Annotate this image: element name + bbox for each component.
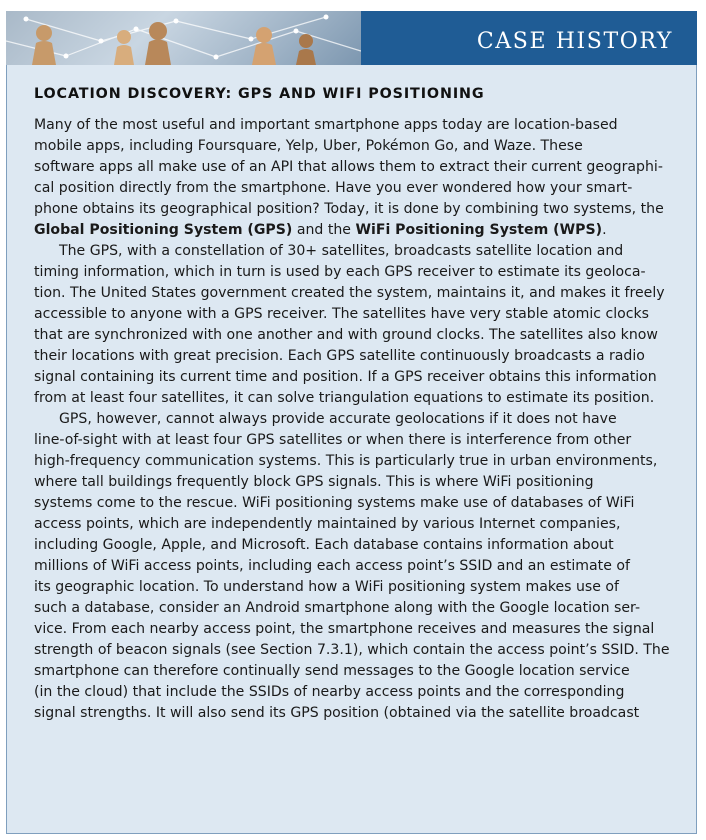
paragraph-line: from at least four satellites, it can solve triangulation equations to estimate its position. (34, 390, 655, 406)
paragraph-line: access points, which are independently maintained by various Internet companies, (34, 516, 621, 532)
paragraph-line: strength of beacon signals (see Section 7.3.1), which contain the access point’s SSID. The (34, 642, 670, 658)
paragraph-line: its geographic location. To understand how a WiFi positioning system makes use of (34, 579, 619, 595)
wooden-figures-illustration (6, 11, 361, 65)
section-heading: LOCATION DISCOVERY: GPS AND WIFI POSITIONING (34, 86, 485, 102)
paragraph-line: where tall buildings frequently block GPS signals. This is where WiFi positioning (34, 474, 594, 490)
paragraph-line: The GPS, with a constellation of 30+ satellites, broadcasts satellite location and (59, 243, 624, 259)
network-nodes (24, 15, 329, 60)
paragraph-line: phone obtains its geographical position? Today, it is done by combining two systems, the (34, 201, 664, 217)
banner-title-bar (361, 11, 697, 65)
case-history-body (34, 115, 674, 724)
paragraph-line: (in the cloud) that include the SSIDs of nearby access points and the corresponding (34, 684, 625, 700)
paragraph-line: vice. From each nearby access point, the smartphone receives and measures the signal (34, 621, 655, 637)
paragraph-line: timing information, which in turn is used by each GPS receiver to estimate its geoloca- (34, 264, 646, 280)
paragraph-line: including Google, Apple, and Microsoft. Each database contains information about (34, 537, 614, 553)
paragraph-line: Many of the most useful and important smartphone apps today are location-based (34, 117, 618, 133)
paragraph-line: systems come to the rescue. WiFi positioning systems make use of databases of WiFi (34, 495, 635, 511)
paragraph-line: millions of WiFi access points, including each access point’s SSID and an estimate of (34, 558, 630, 574)
paragraph-line: cal position directly from the smartphone. Have you ever wondered how your smart- (34, 180, 633, 196)
wps-term: WiFi Positioning System (WPS) (355, 222, 603, 238)
case-history-banner (6, 11, 697, 65)
paragraph-line: high-frequency communication systems. This is particularly true in urban environments, (34, 453, 658, 469)
paragraph-text: . (602, 222, 607, 238)
paragraph-line: mobile apps, including Foursquare, Yelp, Uber, Pokémon Go, and Waze. These (34, 138, 583, 154)
paragraph-line: smartphone can therefore continually send messages to the Google location service (34, 663, 630, 679)
paragraph-line: signal containing its current time and position. If a GPS receiver obtains this information (34, 369, 657, 385)
wooden-figure-group (32, 22, 316, 65)
banner-image (6, 11, 361, 65)
paragraph-text: and the (292, 222, 356, 238)
paragraph-line: accessible to anyone with a GPS receiver. The satellites have very stable atomic clocks (34, 306, 650, 322)
paragraph-line: GPS, however, cannot always provide accurate geolocations if it does not have (59, 411, 617, 427)
paragraph-line: signal strengths. It will also send its GPS position (obtained via the satellite broadcast (34, 705, 640, 721)
paragraph-line: their locations with great precision. Each GPS satellite continuously broadcasts a radio (34, 348, 645, 364)
paragraph-line: such a database, consider an Android smartphone along with the Google location ser- (34, 600, 641, 616)
paragraph-line: software apps all make use of an API that allows them to extract their current geographi- (34, 159, 663, 175)
banner-title: CASE HISTORY (476, 29, 673, 54)
paragraph-line: that are synchronized with one another and with ground clocks. The satellites also know (34, 327, 658, 343)
gps-term: Global Positioning System (GPS) (34, 222, 293, 238)
paragraph-line: tion. The United States government created the system, maintains it, and makes it freely (34, 285, 665, 301)
paragraph-line: line-of-sight with at least four GPS satellites or when there is interference from other (34, 432, 632, 448)
paragraph-line (34, 220, 674, 241)
